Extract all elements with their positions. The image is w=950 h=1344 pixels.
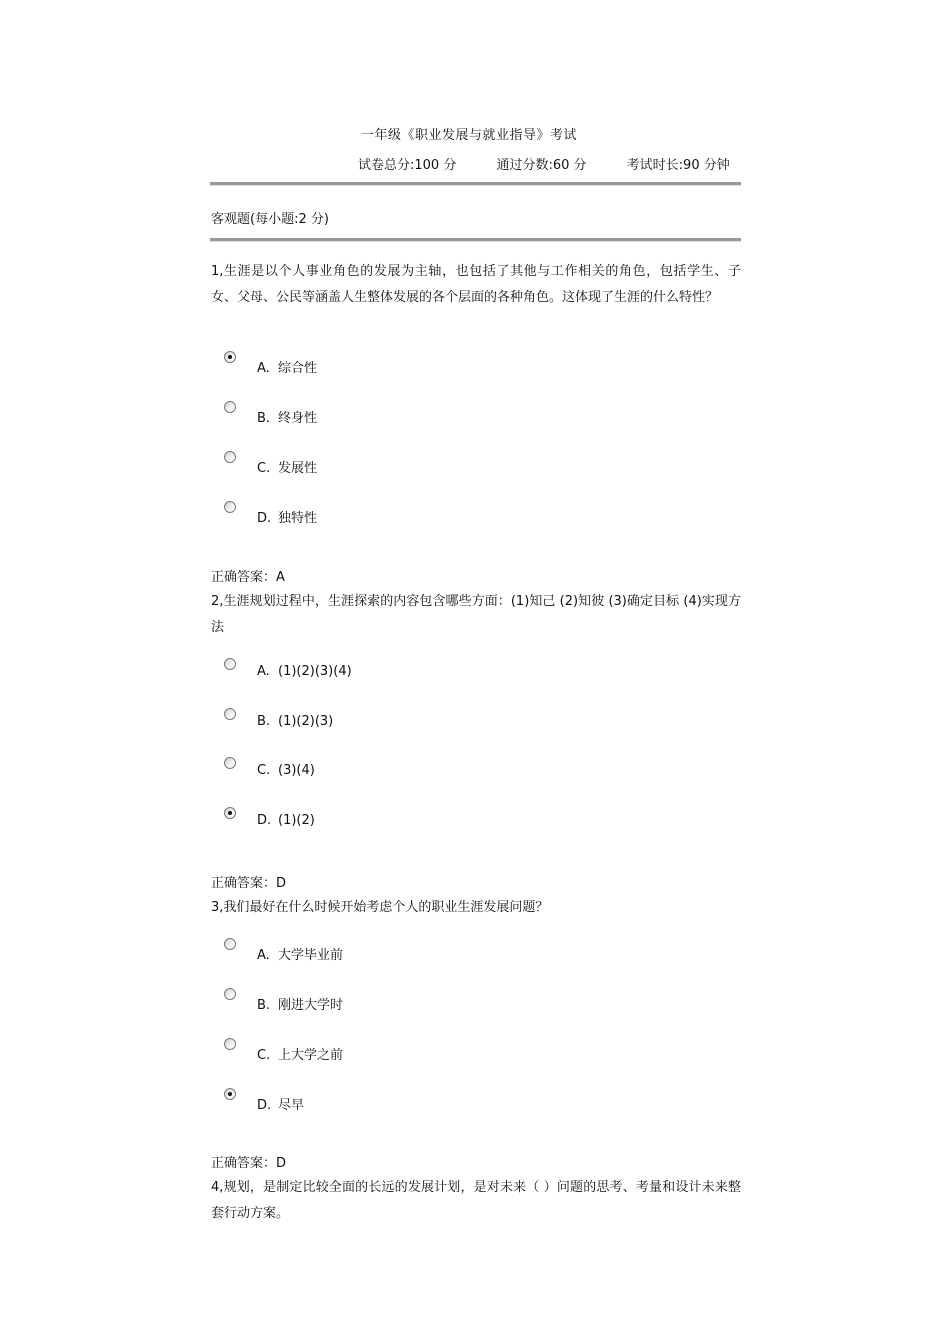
question-4-text: 4,规划，是制定比较全面的长远的发展计划，是对未来（ ）问题的思考、考量和设计未来整套行动方案。 (211, 1180, 741, 1221)
option-label: 刚进大学时 (278, 998, 344, 1013)
radio-unchecked-icon[interactable] (224, 501, 236, 513)
question-2-option-c[interactable] (224, 757, 524, 797)
option-label: (1)(2)(3)(4) (278, 664, 352, 679)
radio-unchecked-icon[interactable] (224, 401, 236, 413)
radio-checked-icon[interactable] (224, 351, 236, 363)
question-2-option-d[interactable] (224, 807, 524, 847)
option-letter: D. (257, 511, 272, 526)
question-2-option-a[interactable] (224, 658, 524, 698)
question-1-option-c[interactable] (224, 451, 524, 491)
radio-unchecked-icon[interactable] (224, 451, 236, 463)
option-label: (1)(2)(3) (278, 714, 334, 729)
question-2-option-b[interactable] (224, 708, 524, 748)
question-1-option-b[interactable] (224, 401, 524, 441)
option-label: 尽早 (278, 1098, 305, 1113)
option-letter: D. (257, 1098, 272, 1113)
option-label: 综合性 (278, 361, 318, 376)
option-label: 独特性 (278, 511, 318, 526)
total-score: 试卷总分:100 分 (358, 158, 457, 173)
divider-section (210, 238, 741, 242)
radio-unchecked-icon[interactable] (224, 658, 236, 670)
option-letter: A. (257, 664, 270, 679)
option-letter: B. (257, 998, 271, 1013)
option-letter: B. (257, 714, 271, 729)
exam-title: 一年级《职业发展与就业指导》考试 (361, 128, 578, 143)
question-1-text: 1,生涯是以个人事业角色的发展为主轴，也包括了其他与工作相关的角色，包括学生、子女、父母、公民等涵盖人生整体发展的各个层面的各种角色。这体现了生涯的什么特性？ (211, 264, 741, 305)
radio-unchecked-icon[interactable] (224, 988, 236, 1000)
option-letter: B. (257, 411, 271, 426)
divider-top (210, 182, 741, 186)
option-label: (3)(4) (278, 763, 315, 778)
radio-unchecked-icon[interactable] (224, 938, 236, 950)
option-letter: C. (257, 1048, 271, 1063)
radio-unchecked-icon[interactable] (224, 708, 236, 720)
option-letter: C. (257, 461, 271, 476)
option-letter: C. (257, 763, 271, 778)
section-header: 客观题(每小题:2 分) (211, 212, 329, 227)
option-letter: A. (257, 948, 270, 963)
option-label: 大学毕业前 (278, 948, 344, 963)
question-2-answer: 正确答案：D (211, 876, 287, 891)
question-3-option-d[interactable] (224, 1088, 524, 1128)
option-label: (1)(2) (278, 813, 315, 828)
option-label: 终身性 (278, 411, 318, 426)
radio-checked-icon[interactable] (224, 1088, 236, 1100)
radio-unchecked-icon[interactable] (224, 1038, 236, 1050)
exam-duration: 考试时长:90 分钟 (626, 158, 730, 173)
question-3-text: 3,我们最好在什么时候开始考虑个人的职业生涯发展问题？ (211, 900, 549, 915)
question-1-option-a[interactable] (224, 351, 524, 391)
pass-score: 通过分数:60 分 (496, 158, 587, 173)
option-label: 上大学之前 (278, 1048, 344, 1063)
option-letter: A. (257, 361, 270, 376)
question-3-option-b[interactable] (224, 988, 524, 1028)
option-letter: D. (257, 813, 272, 828)
question-1-option-d[interactable] (224, 501, 524, 541)
question-3-option-a[interactable] (224, 938, 524, 978)
radio-checked-icon[interactable] (224, 807, 236, 819)
question-3-option-c[interactable] (224, 1038, 524, 1078)
question-1-answer: 正确答案：A (211, 570, 285, 585)
radio-unchecked-icon[interactable] (224, 757, 236, 769)
question-3-answer: 正确答案：D (211, 1156, 287, 1171)
question-2-text: 2,生涯规划过程中，生涯探索的内容包含哪些方面：(1)知己 (2)知彼 (3)确定目标 (4)实现方法 (211, 594, 741, 635)
option-label: 发展性 (278, 461, 318, 476)
exam-meta (358, 154, 730, 173)
